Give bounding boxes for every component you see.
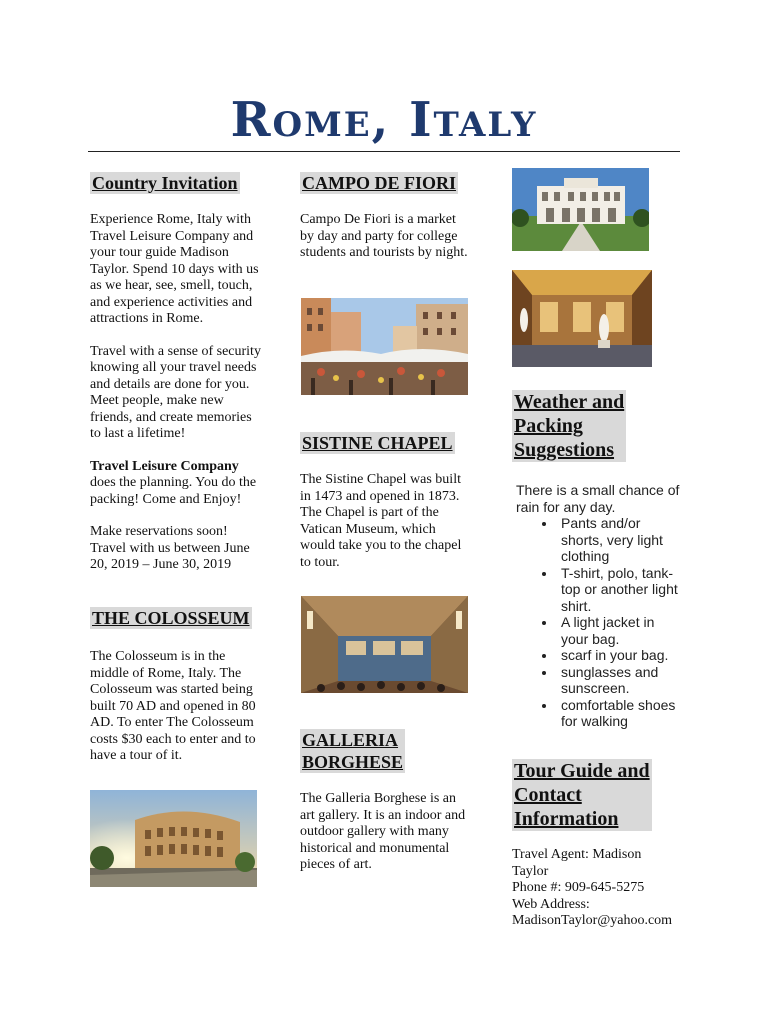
sistine-section [300,432,470,571]
title-divider [88,151,680,152]
colosseum-photo [90,790,257,887]
country-invitation-para1: Experience Rome, Italy with Travel Leisure Company and your tour guide Madison Taylor. Spend 10 days with us as we hear, see, smell, touch, and experience activities and attractions in Rome. [90,212,259,326]
sistine-chapel-photo [301,596,468,693]
weather-heading-line1: Weather and [514,391,625,413]
country-invitation-para3-text: does the planning. You do the packing! Come and Enjoy! [90,475,257,507]
contact-section [512,759,687,930]
galleria-interior-photo [512,270,652,367]
borghese-text: The Galleria Borghese is an art gallery. It is an indoor and outdoor gallery with many historical and monumental pieces of art. [300,791,466,872]
weather-intro: There is a small chance of rain for any day. [516,482,680,515]
sistine-heading: SISTINE CHAPEL [302,433,453,453]
contact-phone: Phone #: 909-645-5275 [512,880,645,895]
list-item: • Pants and/or shorts, very light clothing [557,515,682,565]
contact-heading-line3: Information [514,808,619,830]
weather-section [512,390,682,730]
left-column [90,172,265,574]
borghese-heading-line1: GALLERIA [302,730,399,750]
list-item: • scarf in your bag. [557,647,682,664]
galleria-exterior-photo [512,168,649,251]
colosseum-heading: THE COLOSSEUM [92,608,250,628]
page-title: Rome, Italy [230,92,538,148]
country-invitation-para3 [90,459,265,509]
list-item: • A light jacket in your bag. [557,614,682,647]
weather-heading [512,390,626,462]
borghese-section [300,729,470,874]
borghese-heading-line2: BORGHESE [302,752,404,772]
contact-heading-line1: Tour Guide and [514,760,650,782]
weather-heading-line3: Suggestions [514,439,615,461]
country-invitation-para2: Travel with a sense of security knowing all your travel needs and details are done for you. Meet people, make new friends, and create memories to last a lifetime! [90,343,261,441]
campo-heading: CAMPO DE FIORI [302,173,456,193]
colosseum-section [90,607,260,765]
company-name: Travel Leisure Company [90,458,239,474]
campo-section [300,172,470,262]
weather-heading-line2: Packing [514,415,583,437]
list-item: • sunglasses and sunscreen. [557,664,682,697]
colosseum-text: The Colosseum is in the middle of Rome, Italy. The Colosseum was started being built 70 AD and opened in 80 AD. To enter The Colosseum costs $30 each to enter and to have a tour of it. [90,649,256,763]
contact-heading [512,759,652,831]
contact-web-address[interactable]: MadisonTaylor@yahoo.com [512,913,673,928]
borghese-heading [300,729,405,773]
list-item: • T-shirt, polo, tank-top or another light shirt. [557,565,682,615]
list-item: • comfortable shoes for walking [557,697,682,730]
contact-web-label: Web Address: [512,896,590,912]
sistine-text: The Sistine Chapel was built in 1473 and opened in 1873. The Chapel is part of the Vatican Museum, which would take you to the chapel to tour. [300,472,462,570]
contact-agent: Travel Agent: Madison Taylor [512,847,642,879]
packing-list [512,515,682,730]
campo-text: Campo De Fiori is a market by day and party for college students and tourists by night. [300,212,468,260]
country-invitation-heading: Country Invitation [92,173,238,193]
country-invitation-para4: Make reservations soon! Travel with us between June 20, 2019 – June 30, 2019 [90,524,250,572]
campo-de-fiori-photo [301,298,468,395]
contact-heading-line2: Contact [514,784,582,806]
